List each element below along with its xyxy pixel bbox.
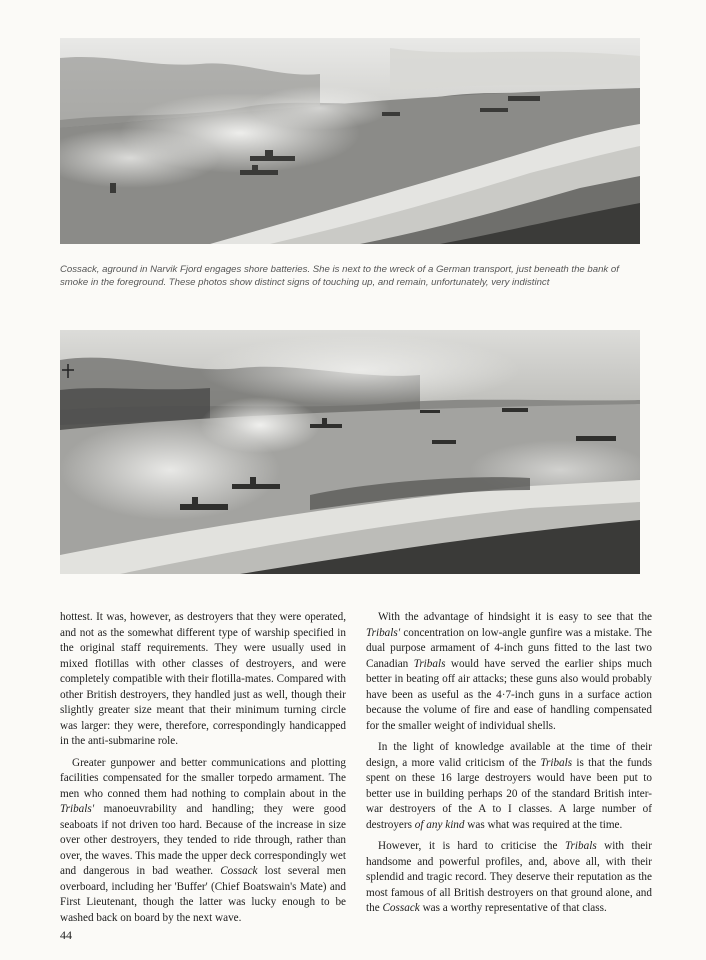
- photo-caption: [60, 263, 645, 289]
- paragraph: Greater gunpower and better communications and plotting facilities compensated for the smaller torpedo armament. The men who conned them had nothing to complain about in the Tribals' manoeuvrability and handling; they were good seaboats if not driven too hard. Because of the increase in size over other destroyers, they tended to ride through, rather than over, the waves. This made the upper deck correspondingly wet and dangerous in bad weather. Cossack lost several men overboard, including her 'Buffer' (Chief Boatswain's Mate) and First Lieutenant, though the latter was lucky enough to be washed back on board by the next wave.: [60, 756, 346, 924]
- paragraph: In the light of knowledge available at the time of their design, a more valid criticism of the Tribals is that the funds spent on these 16 large destroyers would have been put to better use in building perhaps 20 of the standard British inter-war destroyers of the A to I classes. A large number of destroyers of any kind was what was required at the time.: [366, 741, 652, 831]
- caption-text: , aground in Narvik Fjord engages shore batteries. She is next to the wreck of a German transport, just beneath the bank of smoke in the foreground. These photos show distinct signs of touching up, and remain, unfortunately, very indistinct: [60, 264, 619, 288]
- photo-narvik-fjord-top: [60, 38, 640, 244]
- paragraph: With the advantage of hindsight it is easy to see that the Tribals' concentration on low-angle gunfire was a mistake. The dual purpose armament of 4-inch guns fitted to the last two Canadian Tribals would have served the earlier ships much better in beating off air attacks; these guns also would probably have been as useful as the 4·7-inch guns in a surface action because the volume of fire and ease of handling compensated for the smaller weight of individual shells.: [366, 611, 652, 732]
- caption-ship-name: Cossack: [60, 264, 97, 275]
- text-column-right: [366, 610, 652, 923]
- paragraph: hottest. It was, however, as destroyers that they were operated, and not as the somewhat different type of warship specified in the original staff requirements. They were usually used in mixed flotillas with other classes of destroyers, and were completely compatible with their flotilla-mates. Compared with other British destroyers, they handled just as well, though their slightly greater size meant that their minimum turning circle was larger: they were, therefore, correspondingly handicapped in the anti-submarine role.: [60, 611, 346, 747]
- page-number: 44: [60, 928, 72, 942]
- paragraph: However, it is hard to criticise the Tribals with their handsome and powerful profiles, and, above all, with their splendid and tragic record. They deserve their reputation as the most famous of all British destroyers on that ground alone, and the Cossack was a worthy representative of that class.: [366, 840, 652, 914]
- photo-narvik-fjord-bottom: [60, 330, 640, 574]
- text-column-left: [60, 610, 346, 932]
